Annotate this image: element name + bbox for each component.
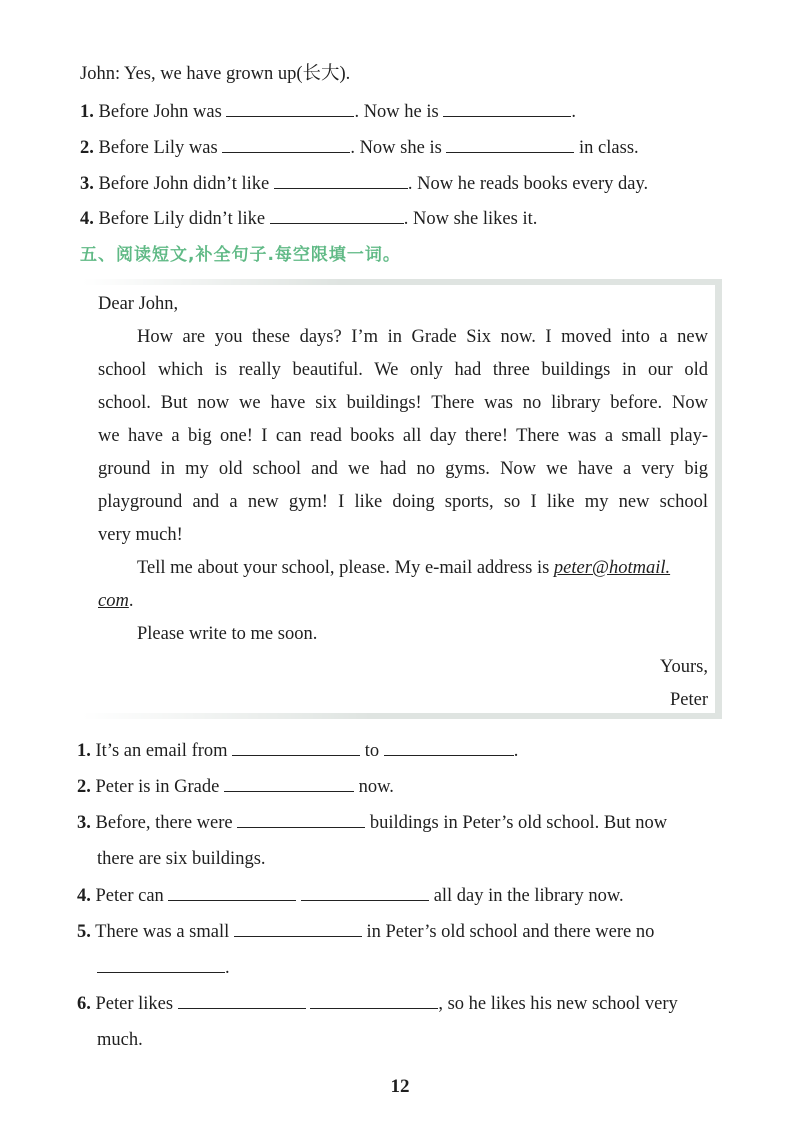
answer-blank[interactable] [237, 810, 365, 828]
answer-blank[interactable] [446, 135, 574, 153]
dialogue-text: John: Yes, we have grown up(长大). [80, 64, 351, 84]
answer-blank[interactable] [178, 991, 306, 1009]
answer-blank[interactable] [310, 991, 438, 1009]
question-3: 3. Before, there were buildings in Peter’s old school. But now [77, 810, 667, 835]
letter-line: school which is really beautiful. We only had three buildings in our old [98, 360, 708, 380]
answer-blank[interactable] [224, 774, 354, 792]
letter-line: very much! [98, 525, 183, 545]
letter-email-cont: com. [98, 591, 134, 611]
top-question-3: 3. Before John didn’t like . Now he reads books every day. [80, 171, 648, 196]
letter-line: school. But now we have six buildings! There was no library before. Now [98, 393, 708, 413]
letter-signature: Peter [669, 690, 708, 710]
question-1: 1. It’s an email from to . [77, 738, 518, 763]
question-6-cont: much. [97, 1030, 143, 1050]
top-question-1: 1. Before John was . Now he is . [80, 99, 576, 124]
answer-blank[interactable] [168, 883, 296, 901]
letter-line: ground in my old school and we had no gyms. Now we have a very big [98, 459, 708, 479]
letter-closing: Yours, [660, 657, 708, 677]
page-number: 12 [390, 1076, 410, 1097]
letter-email-line: Tell me about your school, please. My e-mail address is peter@hotmail. [137, 558, 671, 578]
email-link[interactable]: com [98, 591, 129, 611]
top-question-4: 4. Before Lily didn’t like . Now she likes it. [80, 206, 537, 231]
top-question-2: 2. Before Lily was . Now she is in class. [80, 135, 639, 160]
letter-greeting: Dear John, [98, 294, 179, 314]
answer-blank[interactable] [226, 99, 354, 117]
question-3-cont: there are six buildings. [97, 849, 266, 869]
question-6: 6. Peter likes , so he likes his new school very [77, 991, 678, 1016]
letter-line: playground and a new gym! I like doing sports, so I like my new school [98, 492, 708, 512]
letter-line: we have a big one! I can read books all day there! There was a small play- [98, 426, 708, 446]
section-title: 五、阅读短文,补全句子.每空限填一词。 [80, 245, 401, 265]
question-2: 2. Peter is in Grade now. [77, 774, 394, 799]
answer-blank[interactable] [270, 206, 404, 224]
question-5-cont: . [97, 955, 230, 980]
answer-blank[interactable] [443, 99, 571, 117]
answer-blank[interactable] [97, 955, 225, 973]
answer-blank[interactable] [301, 883, 429, 901]
question-5: 5. There was a small in Peter’s old school and there were no [77, 919, 654, 944]
answer-blank[interactable] [222, 135, 350, 153]
answer-blank[interactable] [232, 738, 360, 756]
answer-blank[interactable] [274, 171, 408, 189]
question-4: 4. Peter can all day in the library now. [77, 883, 624, 908]
answer-blank[interactable] [234, 919, 362, 937]
email-link[interactable]: peter@hotmail. [553, 558, 671, 578]
letter-line: Please write to me soon. [137, 624, 318, 644]
letter-line: How are you these days? I’m in Grade Six now. I moved into a new [137, 327, 708, 347]
answer-blank[interactable] [384, 738, 514, 756]
dialogue-line [80, 62, 350, 86]
